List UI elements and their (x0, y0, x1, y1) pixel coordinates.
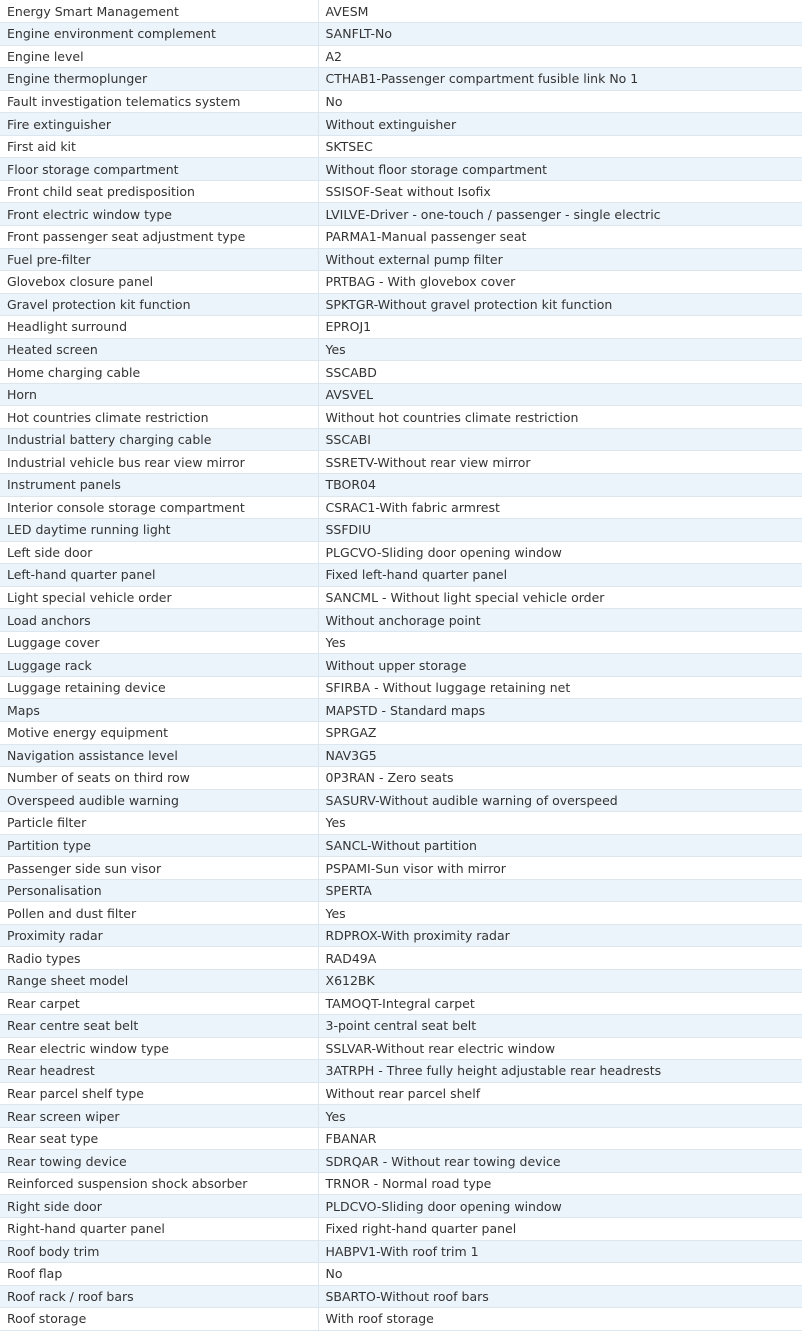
spec-label: Passenger side sun visor (0, 857, 318, 880)
spec-label: Energy Smart Management (0, 0, 318, 23)
spec-label: Left side door (0, 541, 318, 564)
table-row (0, 1150, 802, 1173)
spec-label: Front passenger seat adjustment type (0, 225, 318, 248)
table-row (0, 857, 802, 880)
spec-label: Industrial vehicle bus rear view mirror (0, 451, 318, 474)
table-row (0, 0, 802, 23)
spec-label: Horn (0, 383, 318, 406)
table-row (0, 338, 802, 361)
spec-value: SASURV-Without audible warning of overspeed (318, 789, 802, 812)
spec-label: Reinforced suspension shock absorber (0, 1172, 318, 1195)
spec-label: Pollen and dust filter (0, 902, 318, 925)
spec-label: Roof body trim (0, 1240, 318, 1263)
table-row (0, 1240, 802, 1263)
spec-label: Rear headrest (0, 1060, 318, 1083)
table-row (0, 879, 802, 902)
spec-label: Glovebox closure panel (0, 271, 318, 294)
spec-label: Overspeed audible warning (0, 789, 318, 812)
spec-value: A2 (318, 45, 802, 68)
spec-value: RDPROX-With proximity radar (318, 924, 802, 947)
spec-label: Engine environment complement (0, 23, 318, 46)
spec-label: Light special vehicle order (0, 586, 318, 609)
table-row (0, 90, 802, 113)
spec-label: Roof flap (0, 1263, 318, 1286)
table-row (0, 1218, 802, 1241)
spec-value: TRNOR - Normal road type (318, 1172, 802, 1195)
table-row (0, 406, 802, 429)
table-row (0, 789, 802, 812)
spec-label: Right side door (0, 1195, 318, 1218)
spec-value: Fixed left-hand quarter panel (318, 564, 802, 587)
spec-label: Proximity radar (0, 924, 318, 947)
spec-value: No (318, 90, 802, 113)
spec-value: SDRQAR - Without rear towing device (318, 1150, 802, 1173)
spec-label: Left-hand quarter panel (0, 564, 318, 587)
spec-value: MAPSTD - Standard maps (318, 699, 802, 722)
table-row (0, 248, 802, 271)
table-row (0, 473, 802, 496)
table-row (0, 924, 802, 947)
spec-value: Yes (318, 902, 802, 925)
spec-label: Floor storage compartment (0, 158, 318, 181)
spec-label: Instrument panels (0, 473, 318, 496)
table-row (0, 812, 802, 835)
spec-label: First aid kit (0, 135, 318, 158)
spec-label: Rear seat type (0, 1127, 318, 1150)
spec-label: Range sheet model (0, 970, 318, 993)
spec-value: SSLVAR-Without rear electric window (318, 1037, 802, 1060)
spec-label: Heated screen (0, 338, 318, 361)
table-row (0, 158, 802, 181)
spec-value: NAV3G5 (318, 744, 802, 767)
spec-label: Rear parcel shelf type (0, 1082, 318, 1105)
spec-label: Motive energy equipment (0, 722, 318, 745)
table-row (0, 834, 802, 857)
table-row (0, 654, 802, 677)
table-row (0, 1263, 802, 1286)
spec-value: No (318, 1263, 802, 1286)
spec-label: Radio types (0, 947, 318, 970)
table-row (0, 180, 802, 203)
spec-value: SKTSEC (318, 135, 802, 158)
spec-label: Headlight surround (0, 316, 318, 339)
spec-value: FBANAR (318, 1127, 802, 1150)
spec-value: PRTBAG - With glovebox cover (318, 271, 802, 294)
spec-value: SANCML - Without light special vehicle order (318, 586, 802, 609)
spec-value: TBOR04 (318, 473, 802, 496)
spec-label: Navigation assistance level (0, 744, 318, 767)
table-row (0, 293, 802, 316)
spec-value: SANFLT-No (318, 23, 802, 46)
spec-label: Industrial battery charging cable (0, 428, 318, 451)
table-row (0, 1082, 802, 1105)
spec-value: Without extinguisher (318, 113, 802, 136)
spec-value: X612BK (318, 970, 802, 993)
table-row (0, 519, 802, 542)
table-row (0, 631, 802, 654)
spec-label: Number of seats on third row (0, 767, 318, 790)
spec-label: LED daytime running light (0, 519, 318, 542)
spec-label: Rear carpet (0, 992, 318, 1015)
spec-label: Interior console storage compartment (0, 496, 318, 519)
table-row (0, 744, 802, 767)
spec-label: Rear towing device (0, 1150, 318, 1173)
table-row (0, 68, 802, 91)
table-row (0, 1195, 802, 1218)
spec-label: Luggage retaining device (0, 676, 318, 699)
spec-label: Maps (0, 699, 318, 722)
table-row (0, 23, 802, 46)
spec-value: Fixed right-hand quarter panel (318, 1218, 802, 1241)
table-row (0, 970, 802, 993)
table-row (0, 1308, 802, 1331)
table-row (0, 902, 802, 925)
spec-value: SSCABI (318, 428, 802, 451)
spec-label: Gravel protection kit function (0, 293, 318, 316)
spec-value: PSPAMI-Sun visor with mirror (318, 857, 802, 880)
spec-value: Yes (318, 1105, 802, 1128)
spec-value: CTHAB1-Passenger compartment fusible link No 1 (318, 68, 802, 91)
spec-label: Rear centre seat belt (0, 1015, 318, 1038)
spec-value: Yes (318, 631, 802, 654)
spec-label: Fault investigation telematics system (0, 90, 318, 113)
table-row (0, 361, 802, 384)
table-row (0, 1105, 802, 1128)
spec-value: Without upper storage (318, 654, 802, 677)
table-row (0, 767, 802, 790)
spec-label: Particle filter (0, 812, 318, 835)
spec-label: Hot countries climate restriction (0, 406, 318, 429)
spec-value: AVSVEL (318, 383, 802, 406)
spec-label: Fire extinguisher (0, 113, 318, 136)
table-row (0, 45, 802, 68)
spec-value: Yes (318, 812, 802, 835)
spec-value: SBARTO-Without roof bars (318, 1285, 802, 1308)
spec-label: Fuel pre-filter (0, 248, 318, 271)
table-row (0, 1127, 802, 1150)
table-row (0, 316, 802, 339)
spec-value: SPERTA (318, 879, 802, 902)
table-row (0, 271, 802, 294)
spec-value: SSISOF-Seat without Isofix (318, 180, 802, 203)
spec-value: Without floor storage compartment (318, 158, 802, 181)
spec-value: 3-point central seat belt (318, 1015, 802, 1038)
spec-label: Engine level (0, 45, 318, 68)
spec-label: Personalisation (0, 879, 318, 902)
spec-label: Luggage rack (0, 654, 318, 677)
spec-label: Front electric window type (0, 203, 318, 226)
spec-value: PLGCVO-Sliding door opening window (318, 541, 802, 564)
table-row (0, 1060, 802, 1083)
spec-value: 3ATRPH - Three fully height adjustable rear headrests (318, 1060, 802, 1083)
spec-label: Engine thermoplunger (0, 68, 318, 91)
table-row (0, 1285, 802, 1308)
spec-label: Home charging cable (0, 361, 318, 384)
spec-value: CSRAC1-With fabric armrest (318, 496, 802, 519)
spec-label: Rear screen wiper (0, 1105, 318, 1128)
table-row (0, 203, 802, 226)
table-row (0, 225, 802, 248)
spec-value: SSCABD (318, 361, 802, 384)
table-row (0, 135, 802, 158)
spec-value: SFIRBA - Without luggage retaining net (318, 676, 802, 699)
spec-label: Roof rack / roof bars (0, 1285, 318, 1308)
table-row (0, 992, 802, 1015)
table-row (0, 586, 802, 609)
spec-label: Front child seat predisposition (0, 180, 318, 203)
table-row (0, 541, 802, 564)
spec-value: 0P3RAN - Zero seats (318, 767, 802, 790)
table-row (0, 113, 802, 136)
table-row (0, 699, 802, 722)
table-row (0, 722, 802, 745)
spec-value: PLDCVO-Sliding door opening window (318, 1195, 802, 1218)
spec-value: PARMA1-Manual passenger seat (318, 225, 802, 248)
table-row (0, 496, 802, 519)
spec-value: SPRGAZ (318, 722, 802, 745)
spec-value: LVILVE-Driver - one-touch / passenger - single electric (318, 203, 802, 226)
table-row (0, 1015, 802, 1038)
spec-value: EPROJ1 (318, 316, 802, 339)
spec-value: SSRETV-Without rear view mirror (318, 451, 802, 474)
spec-value: Without anchorage point (318, 609, 802, 632)
spec-label: Luggage cover (0, 631, 318, 654)
table-row (0, 451, 802, 474)
spec-value: Without rear parcel shelf (318, 1082, 802, 1105)
table-row (0, 609, 802, 632)
spec-label: Rear electric window type (0, 1037, 318, 1060)
table-row (0, 428, 802, 451)
spec-value: Without external pump filter (318, 248, 802, 271)
spec-label: Load anchors (0, 609, 318, 632)
table-row (0, 1172, 802, 1195)
spec-value: SSFDIU (318, 519, 802, 542)
spec-value: AVESM (318, 0, 802, 23)
spec-value: RAD49A (318, 947, 802, 970)
spec-value: Without hot countries climate restriction (318, 406, 802, 429)
table-row (0, 564, 802, 587)
spec-label: Roof storage (0, 1308, 318, 1331)
table-row (0, 1037, 802, 1060)
spec-label: Right-hand quarter panel (0, 1218, 318, 1241)
table-row (0, 676, 802, 699)
table-row (0, 383, 802, 406)
spec-label: Partition type (0, 834, 318, 857)
spec-value: With roof storage (318, 1308, 802, 1331)
spec-value: SPKTGR-Without gravel protection kit function (318, 293, 802, 316)
table-row (0, 947, 802, 970)
spec-value: Yes (318, 338, 802, 361)
spec-value: HABPV1-With roof trim 1 (318, 1240, 802, 1263)
spec-value: SANCL-Without partition (318, 834, 802, 857)
spec-value: TAMOQT-Integral carpet (318, 992, 802, 1015)
